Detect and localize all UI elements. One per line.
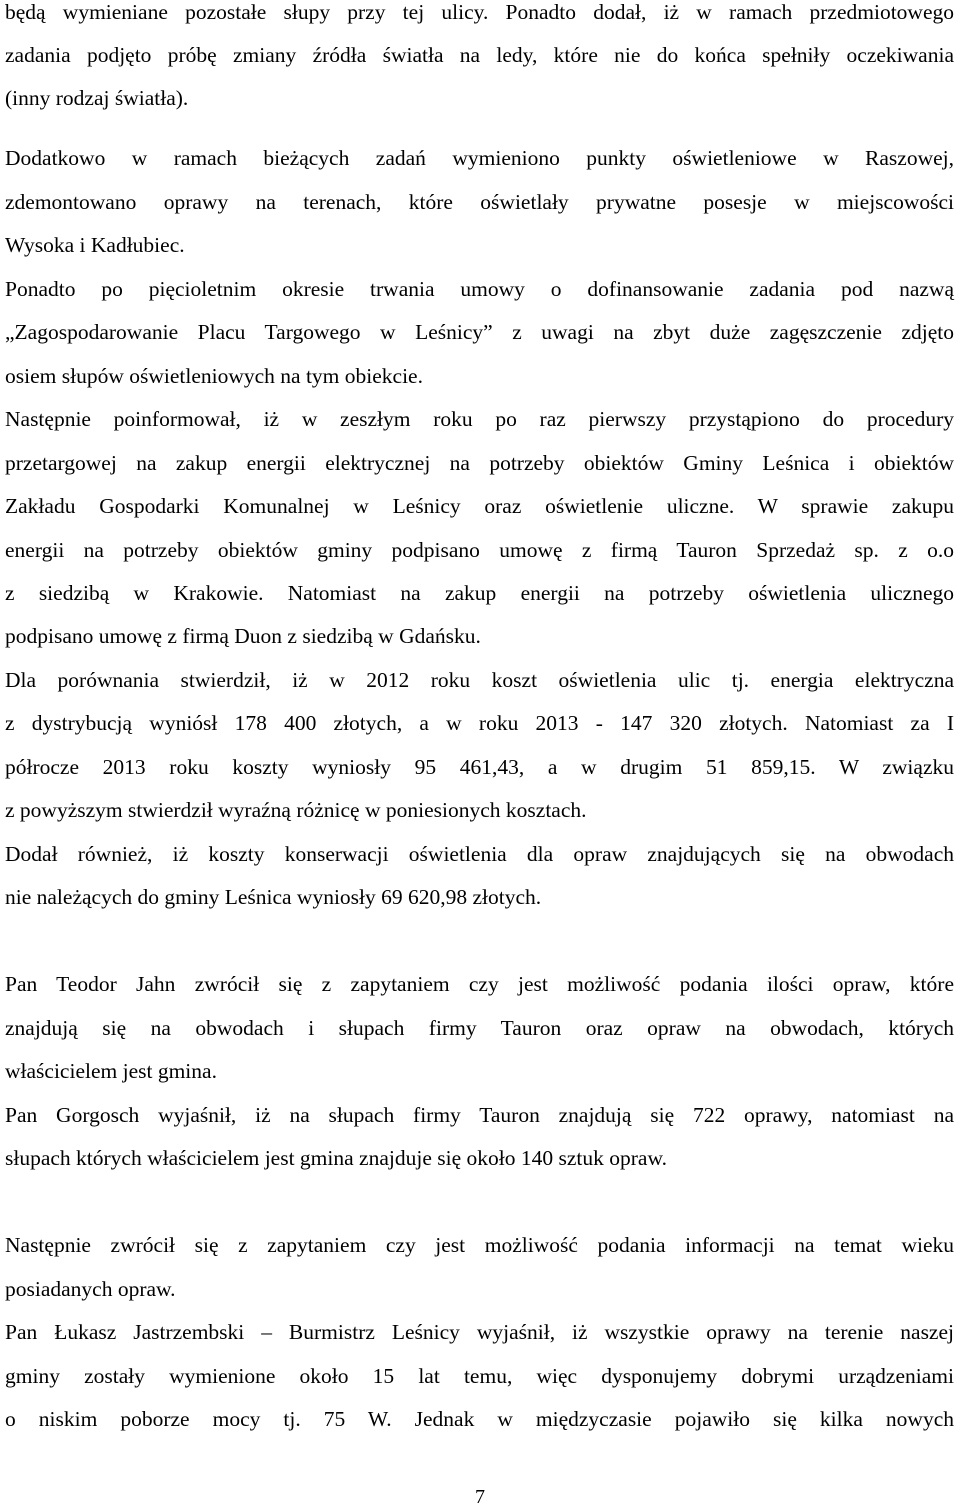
text-line: z dystrybucją wyniósł 178 400 złotych, a w roku 2013 - 147 320 złotych. Natomiast za I — [5, 711, 954, 735]
text-line: osiem słupów oświetleniowych na tym obiekcie. — [5, 364, 423, 388]
text-line: o niskim poborze mocy tj. 75 W. Jednak w międzyczasie pojawiło się kilka nowych — [5, 1407, 954, 1431]
text-line: słupach których właścicielem jest gmina znajduje się około 140 sztuk opraw. — [5, 1146, 667, 1170]
text-line: nie należących do gminy Leśnica wyniosły 69 620,98 złotych. — [5, 885, 542, 909]
text-line: Dodatkowo w ramach bieżących zadań wymieniono punkty oświetleniowe w Raszowej, — [5, 146, 954, 170]
text-line: będą wymieniane pozostałe słupy przy tej ulicy. Ponadto dodał, iż w ramach przedmiotowego — [5, 0, 954, 24]
text-line: Ponadto po pięcioletnim okresie trwania umowy o dofinansowanie zadania pod nazwą — [5, 277, 954, 301]
text-line: „Zagospodarowanie Placu Targowego w Leśnicy” z uwagi na zbyt duże zagęszczenie zdjęto — [5, 320, 954, 344]
text-line: przetargowej na zakup energii elektrycznej na potrzeby obiektów Gminy Leśnica i obiektów — [5, 451, 954, 475]
text-line: znajdują się na obwodach i słupach firmy Tauron oraz opraw na obwodach, których — [5, 1016, 954, 1040]
text-line: Pan Łukasz Jastrzembski – Burmistrz Leśnicy wyjaśnił, iż wszystkie oprawy na terenie naszej — [5, 1320, 954, 1344]
text-line: półrocze 2013 roku koszty wyniosły 95 461,43, a w drugim 51 859,15. W związku — [5, 755, 954, 779]
text-line: Pan Teodor Jahn zwrócił się z zapytaniem czy jest możliwość podania ilości opraw, które — [5, 972, 954, 996]
text-line: gminy zostały wymienione około 15 lat temu, więc dysponujemy dobrymi urządzeniami — [5, 1364, 954, 1388]
text-line: Zakładu Gospodarki Komunalnej w Leśnicy oraz oświetlenie uliczne. W sprawie zakupu — [5, 494, 954, 518]
text-line: Wysoka i Kadłubiec. — [5, 233, 185, 257]
text-line: zadania podjęto próbę zmiany źródła światła na ledy, które nie do końca spełniły oczekiwania — [5, 43, 954, 67]
text-line: Dodał również, iż koszty konserwacji oświetlenia dla opraw znajdujących się na obwodach — [5, 842, 954, 866]
text-line: z powyższym stwierdził wyraźną różnicę w poniesionych kosztach. — [5, 798, 587, 822]
text-line: zdemontowano oprawy na terenach, które oświetlały prywatne posesje w miejscowości — [5, 190, 954, 214]
text-line: Następnie zwrócił się z zapytaniem czy jest możliwość podania informacji na temat wieku — [5, 1233, 954, 1257]
text-line: posiadanych opraw. — [5, 1277, 176, 1301]
text-line: właścicielem jest gmina. — [5, 1059, 217, 1083]
text-line: z siedzibą w Krakowie. Natomiast na zakup energii na potrzeby oświetlenia ulicznego — [5, 581, 954, 605]
text-line: Dla porównania stwierdził, iż w 2012 roku koszt oświetlenia ulic tj. energia elektryczna — [5, 668, 954, 692]
text-line: podpisano umowę z firmą Duon z siedzibą w Gdańsku. — [5, 624, 481, 648]
text-line: Pan Gorgosch wyjaśnił, iż na słupach firmy Tauron znajdują się 722 oprawy, natomiast na — [5, 1103, 954, 1127]
text-line: (inny rodzaj światła). — [5, 86, 189, 110]
text-line: energii na potrzeby obiektów gminy podpisano umowę z firmą Tauron Sprzedaż sp. z o.o — [5, 538, 954, 562]
page-number: 7 — [475, 1486, 485, 1508]
text-line: Następnie poinformował, iż w zeszłym roku po raz pierwszy przystąpiono do procedury — [5, 407, 954, 431]
